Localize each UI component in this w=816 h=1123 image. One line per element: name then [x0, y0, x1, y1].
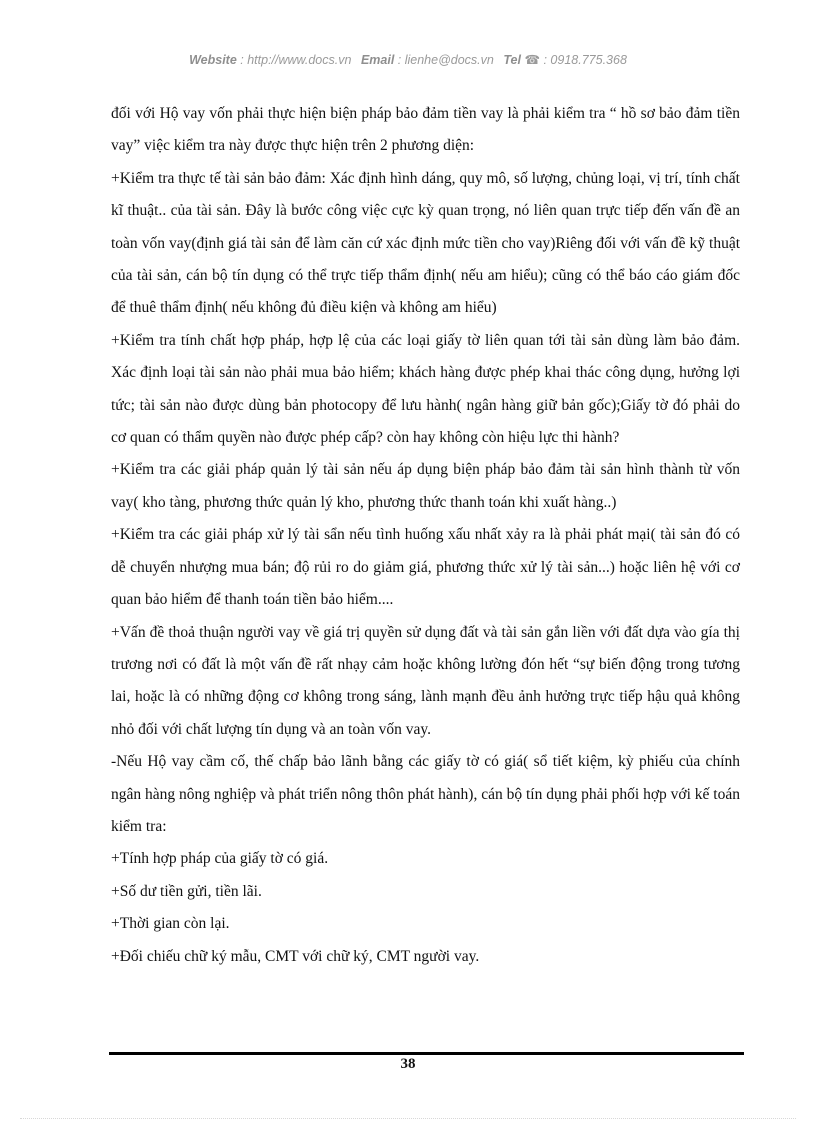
page-header — [0, 52, 816, 67]
email-label: Email — [360, 53, 395, 67]
paragraph: +Số dư tiền gửi, tiền lãi. — [111, 882, 262, 900]
document-body — [111, 98, 740, 973]
tel-label: Tel — [503, 53, 521, 67]
paragraph: +Kiểm tra thực tế tài sản bảo đảm: Xác định hình dáng, quy mô, số lượng, chủng loại, vị trí, tính chất kĩ thuật.. của tài sản. Đây là bước công việc cực kỳ quan trọng, nó liên quan trực tiếp đến vấn đề an toàn vốn vay(định giá tài sản để làm căn cứ xác định mức tiền cho vay)Riêng đối với vấn đề kỹ thuật của tài sản, cán bộ tín dụng có thể trực tiếp thẩm định( nếu am hiểu); cũng có thể báo cáo giám đốc để thuê thẩm định( nếu không đủ điều kiện và không am hiểu) — [111, 169, 740, 317]
page-bottom-border — [20, 1118, 796, 1119]
page-number: 38 — [400, 1056, 416, 1072]
footer-divider — [109, 1052, 744, 1055]
email-address[interactable]: : lienhe@docs.vn — [397, 53, 494, 67]
paragraph: +Tính hợp pháp của giấy tờ có giá. — [111, 850, 329, 868]
paragraph: +Vấn đề thoả thuận người vay về giá trị quyền sử dụng đất và tài sản gắn liền với đất dựa vào gía thị trương nơi có đất là một vấn đề rất nhạy cảm hoặc không lường đón hết “sự biến động trong tương lai, hoặc là có những động cơ không trong sáng, lành mạnh đều ảnh hưởng trực tiếp hậu quả không nhỏ đối với chất lượng tín dụng và an toàn vốn vay. — [111, 623, 740, 738]
website-url[interactable]: : http://www.docs.vn — [240, 53, 352, 67]
paragraph: +Đối chiếu chữ ký mẫu, CMT với chữ ký, CMT người vay. — [111, 947, 480, 965]
paragraph: đối với Hộ vay vốn phải thực hiện biện pháp bảo đảm tiền vay là phải kiểm tra “ hồ sơ bảo đảm tiền vay” việc kiểm tra này được thực hiện trên 2 phương diện: — [111, 105, 740, 155]
paragraph: +Kiểm tra các giải pháp xử lý tài sẩn nếu tình huống xấu nhất xảy ra là phải phát mại( tài sản đó có dễ chuyển nhượng mua bán; độ rủi ro do giảm giá, phương thức xử lý tài sản...) hoặc liên hệ với cơ quan bảo hiểm để thanh toán tiền bảo hiểm.... — [111, 526, 740, 609]
paragraph: +Thời gian còn lại. — [111, 915, 230, 933]
paragraph: -Nếu Hộ vay cầm cố, thế chấp bảo lãnh bằng các giấy tờ có giá( sổ tiết kiệm, kỳ phiếu của chính ngân hàng nông nghiệp và phát triển nông thôn phát hành), cán bộ tín dụng phải phối hợp với kế toán kiểm tra: — [111, 753, 740, 835]
paragraph: +Kiểm tra các giải pháp quản lý tài sản nếu áp dụng biện pháp bảo đảm tài sản hình thành từ vốn vay( kho tàng, phương thức quản lý kho, phương thức thanh toán khi xuất hàng..) — [111, 461, 740, 511]
website-label: Website — [189, 53, 237, 67]
paragraph: +Kiểm tra tính chất hợp pháp, hợp lệ của các loại giấy tờ liên quan tới tài sản dùng làm bảo đảm. Xác định loại tài sản nào phải mua bảo hiểm; khách hàng được phép khai thác công dụng, hưởng lợi tức; tài sản nào được dùng bản photocopy để lưu hành( ngân hàng giữ bản gốc);Giấy tờ đó phải do cơ quan có thẩm quyền nào được phép cấp? còn hay không còn hiệu lực thi hành? — [111, 331, 740, 447]
tel-number: ☎ : 0918.775.368 — [524, 53, 627, 67]
